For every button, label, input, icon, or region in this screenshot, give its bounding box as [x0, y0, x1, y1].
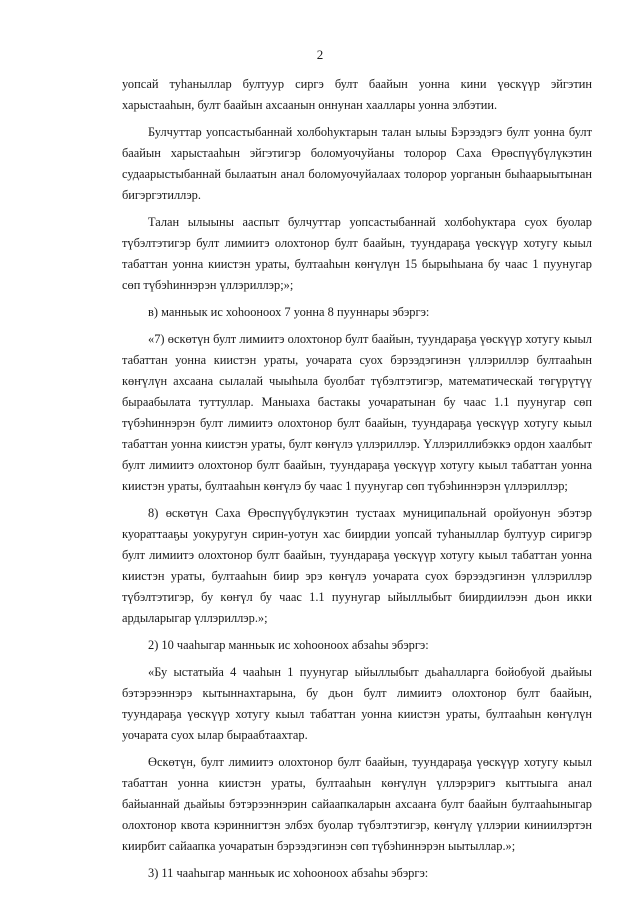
- paragraph-10: 3) 11 чааһыгар манньык ис хоһооноох абзаһы эбэргэ:: [148, 866, 429, 880]
- paragraph-4: в) манньык ис хоһооноох 7 уонна 8 пууннары эбэргэ:: [148, 305, 430, 319]
- paragraph-6: 8) өскөтүн Саха Өрөспүүбүлүкэтин тустаах муниципальнай оройуонун эбэтэр куораттааҕы уокуругун сирин-уотун хас биирдии уопсай туһаныллар бултуур сиригэр булт лимиитэ олохтонор булт баайын, туундараҕа үөскүүр хотугу кыыл табаттан уонна киистэн ураты, бултааһын биир эрэ көҥүлэ уочарата суох бэрээдэгинэн үллэриллэр түбэлтэтигэр, бу көҥүл бу чаас 1.1 пуунугар ыйыллыбыт биирдиилээн дьон икки ардыларыгар үллэриллэр.»;: [122, 506, 592, 625]
- paragraph-7: 2) 10 чааһыгар манньык ис хоһооноох абзаһы эбэргэ:: [148, 638, 429, 652]
- paragraph-5: «7) өскөтүн булт лимиитэ олохтонор булт баайын, туундараҕа үөскүүр хотугу кыыл табаттан уонна киистэн ураты, уочарата суох бэрээдэгинэн үллэриллэр бултааһын көҥүлүн ахсаана сылалай чыыһыла буолбат түбэлтэтигэр, математическай төгүрүтүү быраабылата туттуллар. Маныаха бастакы уочаратынан бу чаас 1.1 пуунугар сөп түбэһиннэрэн булт лимиитэ олохтонор булт баайын, туундараҕа үөскүүр хотугу кыыл табаттан уонна киистэн ураты, булт көҥүлэ үллэриллэр. Үллэриллибэккэ ордон хаалбыт булт лимиитэ олохтонор булт баайын, туундараҕа үөскүүр хотугу кыыл табаттан уонна киистэн ураты, бултааһын көҥүлэ бу чаас 1 пуунугар сөп түбэһиннэрэн үллэриллэр;: [122, 332, 592, 493]
- paragraph-2: Булчуттар уопсастыбаннай холбоһуктарын талан ылыы Бэрээдэгэ булт уонна булт баайын харыстааһын эйгэтигэр боломуочуйаны толорор Саха Өрөспүүбүлүкэтин судаарыстыбаннай былаатын анал боломуочуйалаах толорор уорганын быһаарыытынан бигэргэтиллэр.: [122, 125, 592, 202]
- paragraph-1: уопсай туһаныллар бултуур сиргэ булт баайын уонна кини үөскүүр эйгэтин харыстааһын, булт баайын ахсаанын оннунан хааллары уонна элбэтии.: [122, 77, 592, 112]
- paragraph-9: Өскөтүн, булт лимиитэ олохтонор булт баайын, туундараҕа үөскүүр хотугу кыыл табаттан уонна киистэн ураты, бултааһын көҥүлүн үллэрэригэ кыттыыга анал байыаннай дьайыы бэтэрээннэрин сайаапкаларын ахсааҥа булт баайын бултааһыныгар олохтонор квота кэриннигтэн элбэх буолар түбэлтэтигэр, көҥүлү үллэрии киниилэртэн киирбит сайаапка уочаратын бэрээдэгинэн сөп түбэһиннэрэн ыытыллар.»;: [122, 755, 592, 853]
- paragraph-3: Талан ылыыны ааспыт булчуттар уопсастыбаннай холбоһуктара суох буолар түбэлтэтигэр булт лимиитэ олохтонор булт баайын, туундараҕа үөскүүр хотугу кыыл табаттан уонна киистэн ураты, бултааһын көҥүлүн 15 бырыһыана бу чаас 1 пуунугар сөп түбэһиннэрэн үллэриллэр;»;: [122, 215, 592, 292]
- document-body: [122, 74, 592, 890]
- page-number: 2: [316, 47, 324, 62]
- paragraph-8: «Бу ыстатыйа 4 чааһын 1 пуунугар ыйыллыбыт дьаһалларга бойобуой дьайыы бэтэрээннэрэ кытыннахтарына, бу дьон булт лимиитэ олохтонор булт баайын, туундараҕа үөскүүр хотугу кыыл табаттан уонна киистэн ураты, бултааһын көҥүлүн уочарата суох ылар быраабтаахтар.: [122, 665, 592, 742]
